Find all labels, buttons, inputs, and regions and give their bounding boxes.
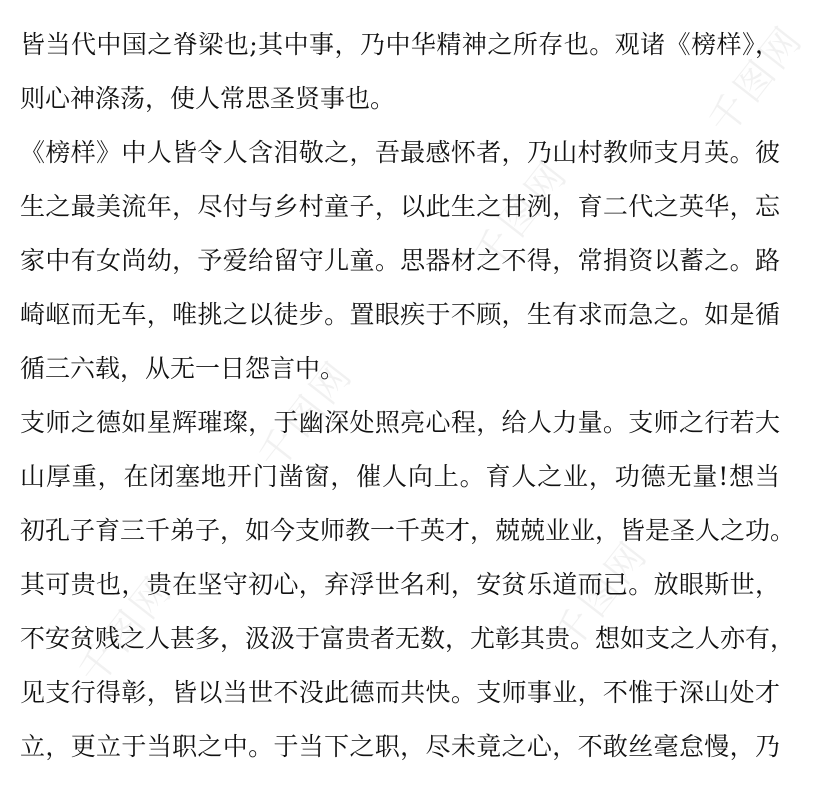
text-line: 循三六载，从无一日怨言中。 xyxy=(20,354,346,383)
text-line: 《榜样》中人皆令人含泪敬之，吾最感怀者，乃山村教师支月英。彼 xyxy=(20,138,780,167)
text-line: 则心神涤荡，使人常思圣贤事也。 xyxy=(20,84,396,113)
text-line: 立，更立于当职之中。于当下之职，尽未竟之心，不敢丝毫怠慢，乃 xyxy=(20,732,780,761)
text-line: 生之最美流年，尽付与乡村童子，以此生之甘洌，育二代之英华，忘 xyxy=(20,192,780,221)
text-line: 初孔子育三千弟子，如今支师教一千英才，兢兢业业，皆是圣人之功。 xyxy=(20,516,796,545)
text-line: 见支行得彰，皆以当世不没此德而共快。支师事业，不惟于深山处才 xyxy=(20,678,780,707)
text-line: 崎岖而无车，唯挑之以徒步。置眼疾于不顾，生有求而急之。如是循 xyxy=(20,300,780,329)
watermark: 千图网 xyxy=(249,351,362,478)
text-line: 其可贵也，贵在坚守初心，弃浮世名利，安贫乐道而已。放眼斯世， xyxy=(20,570,780,599)
text-line: 皆当代中国之脊梁也;其中事，乃中华精神之所存也。观诸《榜样》， xyxy=(20,30,780,59)
text-line: 不安贫贱之人甚多，汲汲于富贵者无数，尤彰其贵。想如支之人亦有， xyxy=(20,624,796,653)
watermark: 千图网 xyxy=(464,151,577,278)
watermark: 千图网 xyxy=(544,531,657,658)
watermark: 千图网 xyxy=(699,16,812,143)
text-line: 支师之德如星辉璀璨，于幽深处照亮心程，给人力量。支师之行若大 xyxy=(20,408,780,437)
text-line: 家中有女尚幼，予爱给留守儿童。思器材之不得，常捐资以蓄之。路 xyxy=(20,246,780,275)
text-line: 山厚重，在闭塞地开门凿窗，催人向上。育人之业，功德无量!想当 xyxy=(20,462,780,491)
watermark: 千图网 xyxy=(69,566,182,693)
